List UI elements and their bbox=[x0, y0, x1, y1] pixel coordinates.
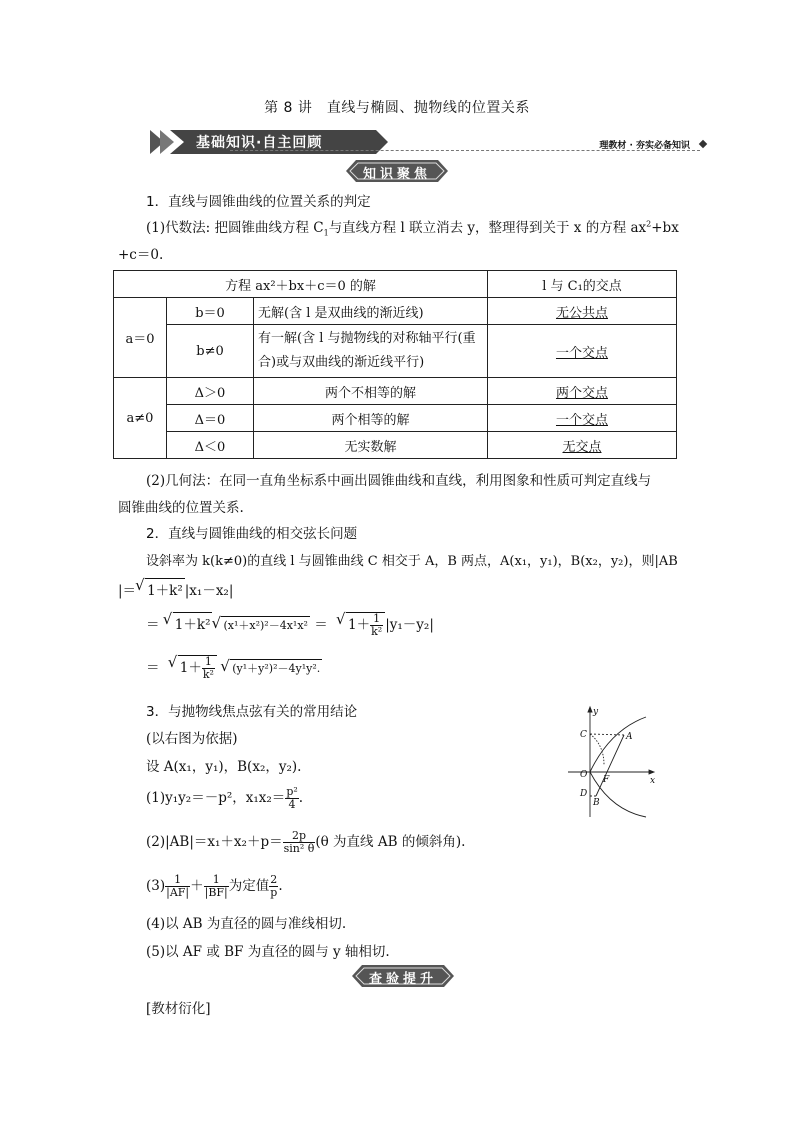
frac-den: |AF| bbox=[166, 886, 190, 899]
chord-ab bbox=[596, 735, 624, 796]
sqrt-expr: √ (x¹＋x²)²－4x¹x² bbox=[221, 616, 309, 633]
s1-para1: (1)代数法: 把圆锥曲线方程 $C_1$与直线方程 l 联立消去 y，整理得到关于 x 的方程 $ax^2+bx$ bbox=[146, 219, 679, 238]
s1-para1-c: +bx bbox=[651, 220, 679, 236]
frac-den: 4 bbox=[288, 798, 296, 811]
frac-den: |BF| bbox=[204, 886, 228, 899]
s3-basis: (以右图为依据) bbox=[146, 731, 238, 747]
footer-section: [教材衍化] bbox=[146, 1001, 211, 1017]
table-cell-an0: a≠0 bbox=[114, 378, 167, 459]
table-res bbox=[488, 325, 677, 378]
position-table bbox=[113, 270, 677, 459]
sqrt-expr bbox=[178, 655, 217, 681]
c1-end: . bbox=[298, 790, 304, 806]
s1-para1-a: (1)代数法: 把圆锥曲线方程 C bbox=[146, 220, 324, 236]
band-right-label: 理教材 · 夯实必备知识 bbox=[599, 141, 690, 151]
s3-c1 bbox=[146, 786, 303, 811]
s2-heading: 2．直线与圆锥曲线的相交弦长问题 bbox=[146, 526, 358, 542]
c2-tail: (θ 为直线 AB 的倾斜角). bbox=[315, 834, 466, 850]
table-cond: Δ＞0 bbox=[167, 378, 254, 405]
sqrt-expr: √ 1＋k² bbox=[173, 612, 213, 633]
s2-line1: 设斜率为 k(k≠0)的直线 l 与圆锥曲线 C 相交于 A，B 两点，A(x₁，y₁)，B(x₂，y₂)，则|AB bbox=[146, 554, 678, 569]
eq2-sign: ＝ bbox=[146, 660, 160, 676]
arc-circle bbox=[590, 734, 604, 765]
s1-para1-end: +c＝0. bbox=[118, 247, 164, 263]
table-cond: b≠0 bbox=[167, 325, 254, 378]
table-cond: Δ＝0 bbox=[167, 405, 254, 432]
table-sol: 有一解(含 l 与抛物线的对称轴平行(重合)或与双曲线的渐近线平行) bbox=[254, 325, 488, 378]
label-a: A bbox=[626, 732, 633, 742]
label-b: B bbox=[593, 798, 600, 808]
s1b-line2: 圆锥曲线的位置关系. bbox=[118, 500, 244, 516]
x-arrow-icon bbox=[649, 770, 654, 774]
frac-num: 1 bbox=[202, 656, 215, 669]
page-title: 第 8 讲 直线与椭圆、抛物线的位置关系 bbox=[264, 100, 530, 116]
frac-den: k² bbox=[371, 625, 383, 638]
fraction bbox=[283, 830, 316, 855]
tag-focus bbox=[346, 160, 448, 182]
eq1-mid: ＝ bbox=[314, 617, 328, 633]
eq1-tail: |y₁－y₂| bbox=[385, 617, 434, 633]
sqrt-expr: √ 1＋k² bbox=[145, 578, 185, 599]
diamond-icon bbox=[699, 140, 707, 148]
s3-c4: (4)以 AB 为直径的圆与准线相切. bbox=[146, 916, 347, 932]
s3-c3 bbox=[146, 874, 283, 899]
frac-den: p bbox=[270, 886, 278, 899]
s1b-line1: (2)几何法：在同一直角坐标系中画出圆锥曲线和直线，利用图象和性质可判定直线与 bbox=[146, 473, 652, 489]
s1-para1-b: 与直线方程 l 联立消去 y，整理得到关于 x 的方程 ax bbox=[328, 220, 647, 236]
c3-end: . bbox=[278, 878, 283, 894]
fraction bbox=[202, 656, 215, 681]
tag-focus-label: 知识聚焦 bbox=[362, 167, 431, 182]
table-res-text: 无交点 bbox=[562, 439, 602, 455]
label-f: F bbox=[603, 775, 610, 785]
s3-set: 设 A(x₁，y₁)，B(x₂，y₂). bbox=[146, 759, 302, 775]
table-res bbox=[488, 378, 677, 405]
table-res-text: 一个交点 bbox=[555, 345, 608, 361]
c3-plus: ＋ bbox=[190, 878, 204, 894]
frac-den: k² bbox=[202, 668, 214, 681]
table-res-text: 无公共点 bbox=[555, 305, 608, 321]
eq2-s1-pre: 1＋ bbox=[179, 660, 202, 676]
s2-line2-c: |x₁－x₂| bbox=[184, 583, 234, 599]
table-sol: 无实数解 bbox=[254, 432, 488, 459]
label-o: O bbox=[580, 770, 588, 780]
proj-ca bbox=[590, 734, 624, 735]
sqrt-expr: √ (y¹＋y²)²－4y¹y². bbox=[230, 659, 322, 676]
s2-line2-a: |＝ bbox=[118, 583, 137, 599]
label-c: C bbox=[580, 730, 587, 740]
table-res bbox=[488, 298, 677, 325]
s2-eq2 bbox=[146, 655, 322, 681]
fraction bbox=[285, 786, 298, 811]
frac-num: 2 bbox=[270, 873, 278, 886]
fraction bbox=[370, 613, 383, 638]
table-cond: b＝0 bbox=[167, 298, 254, 325]
table-head-right: l 与 C₁的交点 bbox=[488, 271, 677, 298]
frac-num: 2p bbox=[283, 830, 316, 843]
c2-text: (2)|AB|＝x₁＋x₂＋p＝ bbox=[146, 834, 283, 850]
table-res bbox=[488, 432, 677, 459]
tag-check bbox=[352, 965, 454, 987]
section-band bbox=[150, 128, 706, 156]
tag-check-label: 查验提升 bbox=[368, 972, 437, 987]
s2-eq1 bbox=[146, 612, 434, 638]
table-res bbox=[488, 405, 677, 432]
table-res-text: 一个交点 bbox=[555, 412, 608, 428]
sqrt-expr bbox=[346, 612, 385, 638]
c3-text: (3) bbox=[146, 878, 166, 894]
s3-c2 bbox=[146, 830, 465, 855]
fraction bbox=[165, 874, 190, 899]
frac-den: sin² θ bbox=[283, 842, 315, 855]
label-d: D bbox=[580, 789, 588, 799]
label-x: x bbox=[650, 776, 656, 786]
eq1-s3-pre: 1＋ bbox=[348, 617, 371, 633]
table-res-text: 两个交点 bbox=[555, 385, 608, 401]
table-cond: Δ＜0 bbox=[167, 432, 254, 459]
parabola-figure bbox=[560, 705, 660, 820]
band-left-label: 基础知识·自主回顾 bbox=[196, 135, 323, 151]
table-sol: 两个不相等的解 bbox=[254, 378, 488, 405]
s2-line2 bbox=[118, 578, 233, 599]
frac-num: 1 bbox=[165, 874, 190, 887]
fraction bbox=[204, 874, 229, 899]
table-cell-a0: a＝0 bbox=[114, 298, 167, 378]
y-arrow-icon bbox=[588, 707, 592, 712]
frac-num: 1 bbox=[370, 613, 383, 626]
label-y: y bbox=[593, 707, 599, 717]
frac-num: 1 bbox=[204, 874, 229, 887]
c1-text: (1)y₁y₂＝－p²，x₁x₂＝ bbox=[146, 790, 286, 806]
table-sol: 无解(含 l 是双曲线的渐近线) bbox=[254, 298, 488, 325]
table-sol: 两个相等的解 bbox=[254, 405, 488, 432]
fraction bbox=[269, 874, 278, 899]
table-head-left: 方程 ax²＋bx＋c＝0 的解 bbox=[114, 271, 488, 298]
c3-mid: 为定值 bbox=[228, 878, 270, 894]
s3-heading: 3．与抛物线焦点弦有关的常用结论 bbox=[146, 704, 358, 720]
frac-num: p² bbox=[286, 785, 298, 798]
s3-c5: (5)以 AF 或 BF 为直径的圆与 y 轴相切. bbox=[146, 944, 390, 960]
eq1-sign: ＝ bbox=[146, 617, 160, 633]
s1-heading: 1．直线与圆锥曲线的位置关系的判定 bbox=[146, 194, 371, 210]
